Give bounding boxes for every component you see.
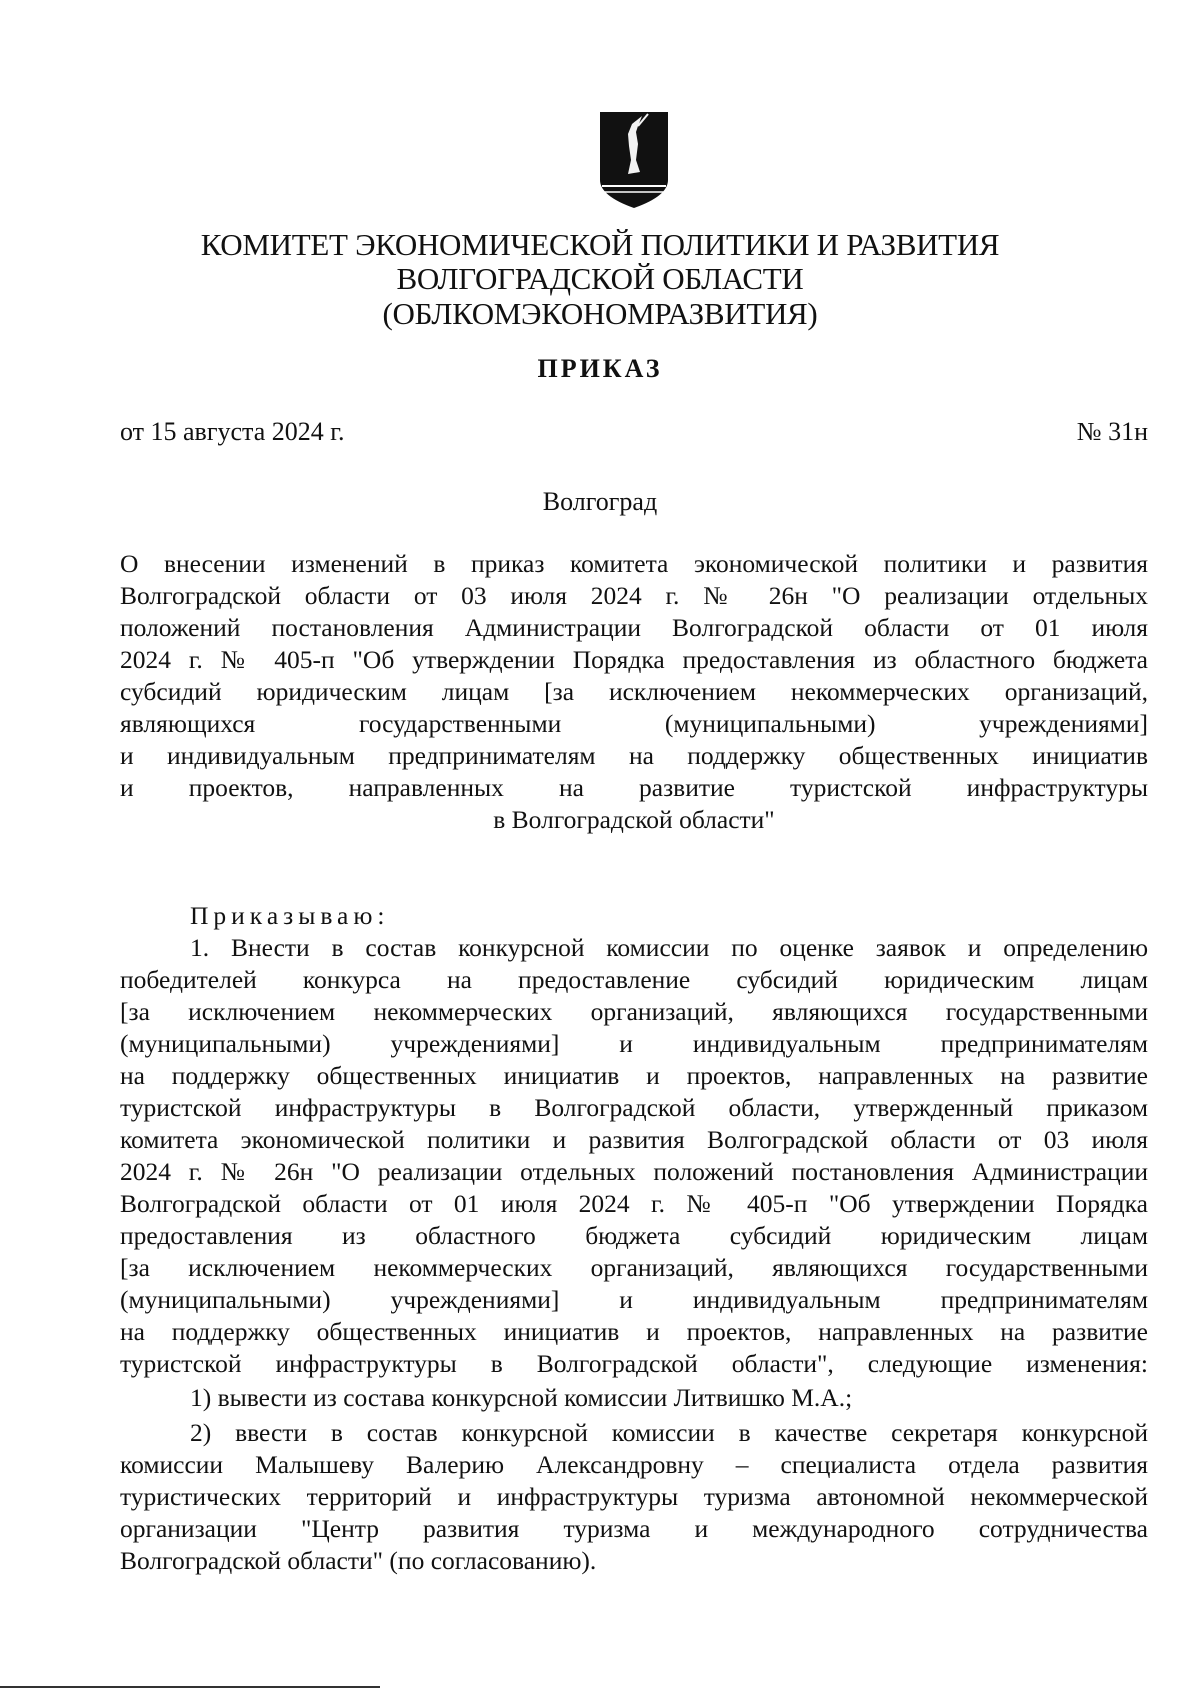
document-date: от 15 августа 2024 г.	[120, 417, 345, 446]
body-line: победителей конкурса на предоставление субсидий юридическим лицам	[120, 965, 1148, 994]
footer-rule	[0, 1686, 380, 1688]
document-number: № 31н	[1076, 417, 1148, 446]
organization-name-line-1: КОМИТЕТ ЭКОНОМИЧЕСКОЙ ПОЛИТИКИ И РАЗВИТИЯ	[200, 227, 1000, 262]
coat-of-arms-emblem	[598, 110, 670, 210]
body-line: 2024 г. № 26н "О реализации отдельных положений постановления Администрации	[120, 1157, 1148, 1186]
title-line: и проектов, направленных на развитие туристской инфраструктуры	[120, 773, 1148, 802]
title-line: 2024 г. № 405-п "Об утверждении Порядка предоставления из областного бюджета	[120, 645, 1148, 674]
body-line: предоставления из областного бюджета субсидий юридическим лицам	[120, 1221, 1148, 1250]
organization-abbreviation: (ОБЛКОМЭКОНОМРАЗВИТИЯ)	[382, 296, 818, 331]
title-line: являющихся государственными (муниципальными) учреждениями]	[120, 709, 1148, 738]
order-word: Приказываю:	[190, 901, 390, 930]
title-line: О внесении изменений в приказ комитета экономической политики и развития	[120, 549, 1148, 578]
body-line: на поддержку общественных инициатив и проектов, направленных на развитие	[120, 1317, 1148, 1346]
body-line: Волгоградской области" (по согласованию).	[120, 1546, 597, 1575]
title-line: положений постановления Администрации Волгоградской области от 01 июля	[120, 613, 1148, 642]
body-line: туристской инфраструктуры в Волгоградской области, утвержденный приказом	[120, 1093, 1148, 1122]
body-line: Волгоградской области от 01 июля 2024 г. № 405-п "Об утверждении Порядка	[120, 1189, 1148, 1218]
title-line: Волгоградской области от 03 июля 2024 г. № 26н "О реализации отдельных	[120, 581, 1148, 610]
body-line: 1) вывести из состава конкурсной комиссии Литвишко М.А.;	[190, 1383, 853, 1412]
document-type-title: ПРИКАЗ	[537, 354, 663, 383]
body-line: [за исключением некоммерческих организаций, являющихся государственными	[120, 1253, 1148, 1282]
body-line: [за исключением некоммерческих организаций, являющихся государственными	[120, 997, 1148, 1026]
body-line: 1. Внести в состав конкурсной комиссии по оценке заявок и определению	[190, 933, 1148, 962]
body-line: комитета экономической политики и развития Волгоградской области от 03 июля	[120, 1125, 1148, 1154]
title-line: субсидий юридическим лицам [за исключением некоммерческих организаций,	[120, 677, 1148, 706]
body-line: туристических территорий и инфраструктуры туризма автономной некоммерческой	[120, 1482, 1148, 1511]
title-line: и индивидуальным предпринимателям на поддержку общественных инициатив	[120, 741, 1148, 770]
body-line: 2) ввести в состав конкурсной комиссии в качестве секретаря конкурсной	[190, 1418, 1148, 1447]
body-line: организации "Центр развития туризма и международного сотрудничества	[120, 1514, 1148, 1543]
body-line: на поддержку общественных инициатив и проектов, направленных на развитие	[120, 1061, 1148, 1090]
body-line: комиссии Малышеву Валерию Александровну – специалиста отдела развития	[120, 1450, 1148, 1479]
title-line: в Волгоградской области"	[493, 805, 775, 834]
body-line: туристской инфраструктуры в Волгоградской области", следующие изменения:	[120, 1349, 1148, 1378]
document-city: Волгоград	[542, 487, 658, 516]
body-line: (муниципальными) учреждениями] и индивидуальным предпринимателям	[120, 1285, 1148, 1314]
organization-name-line-2: ВОЛГОГРАДСКОЙ ОБЛАСТИ	[396, 261, 804, 296]
body-line: (муниципальными) учреждениями] и индивидуальным предпринимателям	[120, 1029, 1148, 1058]
